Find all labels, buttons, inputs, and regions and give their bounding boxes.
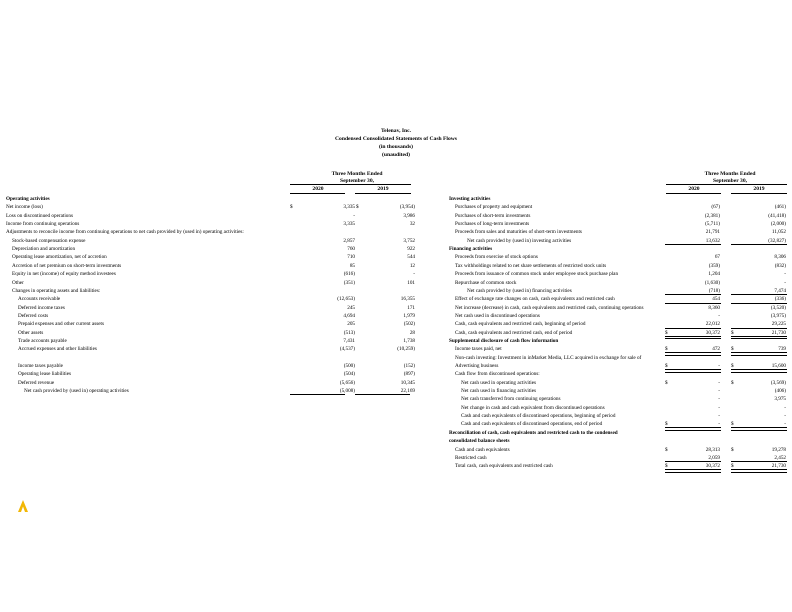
section-heading <box>449 245 789 253</box>
value-2020: (504) <box>343 371 355 378</box>
value-2020: 245 <box>347 304 355 311</box>
table-row <box>6 312 414 320</box>
table-row <box>449 212 789 220</box>
value-2020: 2,857 <box>343 237 355 244</box>
row-label: Proceeds from exercise of stock options <box>455 254 538 261</box>
right-year-2019: 2019 <box>753 186 765 192</box>
table-row <box>449 262 789 270</box>
value-2020: (5,656) <box>339 379 355 386</box>
company-name: Telenav, Inc. <box>380 128 412 134</box>
value-2020: - <box>718 421 720 428</box>
row-label: Financing activities <box>449 246 493 253</box>
left-header-rule <box>290 184 411 185</box>
row-label: Equity in net (income) of equity method investees <box>12 271 116 278</box>
value-2019: (3,520) <box>770 304 786 311</box>
value-2019: 28 <box>409 329 415 336</box>
right-year-2020: 2020 <box>688 186 700 192</box>
value-2020: 454 <box>712 296 720 303</box>
row-label: Deferred costs <box>18 312 49 319</box>
value-2019: 10,345 <box>400 379 415 386</box>
row-label: Cash and cash equivalents of discontinued operations, end of period <box>461 421 603 428</box>
row-label: Other <box>12 279 24 286</box>
value-2020: 205 <box>347 321 355 328</box>
currency-symbol-2020: $ <box>665 329 668 336</box>
company-logo-icon <box>18 500 28 512</box>
table-row <box>6 345 414 353</box>
total-rule-2020 <box>290 394 345 395</box>
value-2019: 101 <box>407 279 415 286</box>
table-row <box>6 203 414 211</box>
currency-symbol-2019: $ <box>731 379 734 386</box>
value-2019: 29,225 <box>771 321 786 328</box>
value-2020: 85 <box>349 262 355 269</box>
table-row <box>449 287 789 295</box>
row-label: Stock-based compensation expense <box>12 237 86 244</box>
value-2020: - <box>718 312 720 319</box>
section-heading <box>449 437 789 445</box>
currency-symbol-2019: $ <box>731 446 734 453</box>
row-label: Tax withholdings related to net share settlements of restricted stock units <box>455 262 607 269</box>
value-2019: 3,752 <box>403 237 415 244</box>
row-label: Income taxes paid, net <box>455 346 502 353</box>
table-row <box>6 354 414 362</box>
table-row <box>449 329 789 337</box>
row-label: Restricted cash <box>455 454 487 461</box>
row-label: Income taxes payable <box>18 363 63 369</box>
value-2019: - <box>413 271 415 278</box>
value-2019: (897) <box>403 371 415 378</box>
currency-symbol-2020: $ <box>665 346 668 353</box>
row-label: Cash and cash equivalents of discontinued operations, beginning of period <box>461 413 616 420</box>
row-label: Changes in operating assets and liabilities: <box>12 287 101 294</box>
value-2019: 11,052 <box>771 229 786 236</box>
total-rule-2019 <box>355 394 410 395</box>
table-row <box>6 270 414 278</box>
value-2019: (406) <box>774 388 786 395</box>
value-2019: 12 <box>409 262 415 269</box>
value-2019: - <box>784 413 786 420</box>
value-2020: 2,059 <box>708 454 720 461</box>
value-2019: 8,306 <box>774 254 786 261</box>
row-label: Net cash used in discontinued operations <box>455 312 540 319</box>
right-year1-rule <box>666 193 721 194</box>
table-row <box>449 228 789 236</box>
value-2019: 922 <box>407 246 415 253</box>
row-label: Net cash provided by (used in) operating activities <box>24 388 129 395</box>
section-heading <box>449 337 789 345</box>
value-2020: (718) <box>708 287 720 294</box>
table-row <box>449 387 789 395</box>
value-2019: 16,355 <box>400 296 415 303</box>
row-label: Operating lease amortization, net of accretion <box>12 254 107 261</box>
row-label: Cash, cash equivalents and restricted cash, end of period <box>455 329 573 336</box>
left-year-2020: 2020 <box>312 186 324 192</box>
table-row <box>6 329 414 337</box>
value-2020: 30,372 <box>705 463 720 470</box>
value-2019: 21,730 <box>771 463 786 470</box>
row-label: Total cash, cash equivalents and restricted cash <box>455 463 553 470</box>
table-row <box>6 253 414 261</box>
right-period-line2: September 30, <box>712 177 748 184</box>
row-label: Cash and cash equivalents <box>455 446 510 453</box>
total-rule-2020 <box>665 469 721 473</box>
value-2019: (3,569) <box>770 379 786 386</box>
value-2019: - <box>784 279 786 286</box>
table-row <box>449 454 789 462</box>
table-row <box>6 387 414 395</box>
currency-symbol-2019: $ <box>731 421 734 428</box>
section-heading <box>449 195 789 203</box>
row-label: Other assets <box>18 329 44 336</box>
value-2019: 15,600 <box>771 363 786 369</box>
row-label: Deferred income taxes <box>18 304 65 311</box>
table-row <box>6 212 414 220</box>
table-row <box>449 354 789 362</box>
right-period-header <box>670 171 790 184</box>
table-row <box>449 345 789 353</box>
row-label: Non-cash investing: Investment in inMarket Media, LLC acquired in exchange for sale of <box>455 354 642 361</box>
table-row <box>6 279 414 287</box>
row-label: Accounts receivable <box>18 296 61 303</box>
row-label: Purchases of short-term investments <box>455 212 531 219</box>
row-label: Deferred revenue <box>18 379 55 386</box>
value-2020: - <box>718 363 720 369</box>
table-row <box>6 362 414 370</box>
currency-symbol-2020: $ <box>665 379 668 386</box>
currency-symbol-2020: $ <box>665 446 668 453</box>
value-2019: (2,000) <box>770 221 786 228</box>
value-2020: 3,335 <box>343 204 355 211</box>
table-row <box>6 245 414 253</box>
table-row <box>6 228 414 236</box>
table-row <box>6 320 414 328</box>
table-row <box>6 287 414 295</box>
value-2019: - <box>784 404 786 411</box>
value-2020: 760 <box>347 246 355 253</box>
table-row <box>6 304 414 312</box>
row-label: Effect of exchange rate changes on cash, cash equivalents and restricted cash <box>455 296 615 303</box>
row-label: Net change in cash and cash equivalent from discontinued operations <box>461 404 605 411</box>
left-period-line2: September 30, <box>339 177 375 184</box>
value-2019: (10,259) <box>397 346 415 353</box>
table-row <box>449 270 789 278</box>
value-2020: 4,694 <box>343 312 355 319</box>
table-row <box>449 404 789 412</box>
row-label: Net cash transferred from continuing operations <box>461 396 561 403</box>
row-label: Proceeds from sales and maturities of short-term investments <box>455 229 582 236</box>
table-row <box>449 462 789 470</box>
audit-note: (unaudited) <box>382 152 410 158</box>
row-label: Cash flow from discontinued operations: <box>455 371 540 378</box>
value-2019: 739 <box>778 346 786 353</box>
row-label: Net cash used in financing activities <box>461 388 537 395</box>
value-2019: 21,730 <box>771 329 786 336</box>
currency-symbol-2020: $ <box>665 421 668 428</box>
row-label: Operating activities <box>6 196 50 202</box>
row-label: Operating lease liabilities <box>18 371 72 378</box>
row-label: Cash, cash equivalents and restricted cash, beginning of period <box>455 321 586 328</box>
value-2019: (461) <box>774 204 786 211</box>
row-label: Income from continuing operations <box>6 221 80 228</box>
table-row <box>449 370 789 378</box>
value-2020: 7,431 <box>343 337 355 344</box>
value-2020: - <box>718 379 720 386</box>
value-2019: 1,979 <box>403 312 415 319</box>
statement-title: Condensed Consolidated Statements of Cash Flows <box>335 136 457 142</box>
value-2019: (41,418) <box>768 212 786 219</box>
value-2020: - <box>353 212 355 219</box>
value-2020: (359) <box>708 262 720 269</box>
currency-symbol-2020: $ <box>290 204 293 211</box>
currency-symbol-2020: $ <box>665 463 668 470</box>
row-label: Repurchase of common stock <box>455 279 517 286</box>
value-2019: 3,975 <box>774 396 786 403</box>
value-2020: 21,791 <box>705 229 720 236</box>
table-row <box>449 295 789 303</box>
right-period-line1: Three Months Ended <box>704 171 756 177</box>
value-2020: 13,632 <box>705 237 720 244</box>
row-label: Investing activities <box>449 196 491 202</box>
value-2019: (32,827) <box>768 237 786 244</box>
value-2020: - <box>718 413 720 420</box>
row-label: Purchases of property and equipment <box>455 204 533 211</box>
value-2020: - <box>718 388 720 395</box>
table-row <box>449 420 789 428</box>
value-2020: (4,537) <box>339 346 355 353</box>
value-2020: 8,360 <box>708 304 720 311</box>
value-2019: (336) <box>774 296 786 303</box>
value-2020: (616) <box>343 271 355 278</box>
table-row <box>449 412 789 420</box>
value-2020: 710 <box>347 254 355 261</box>
left-period-header <box>297 171 417 184</box>
row-label: Adjustments to reconcile income from continuing operations to net cash provided by (used in) operating activities: <box>6 229 244 236</box>
row-label: Supplemental disclosure of cash flow information <box>449 337 559 344</box>
value-2019: 32 <box>409 221 415 228</box>
section-heading <box>449 429 789 437</box>
row-label: Net income (loss) <box>6 204 43 211</box>
value-2020: 22,012 <box>705 321 720 328</box>
units-note: (in thousands) <box>378 144 414 150</box>
row-label: Net cash provided by (used in) investing activities <box>467 237 572 244</box>
value-2020: 3,335 <box>343 221 355 228</box>
table-row <box>449 312 789 320</box>
value-2019: (3,954) <box>399 204 415 211</box>
value-2020: (12,653) <box>337 296 355 303</box>
value-2020: - <box>718 404 720 411</box>
value-2020: (2,381) <box>704 212 720 219</box>
value-2020: (351) <box>343 279 355 286</box>
table-row <box>6 370 414 378</box>
currency-symbol-2019: $ <box>731 463 734 470</box>
table-row <box>6 237 414 245</box>
value-2020: 67 <box>714 254 720 261</box>
value-2019: 3,986 <box>403 212 415 219</box>
value-2019: 2,452 <box>774 454 786 461</box>
value-2020: (5,711) <box>705 221 720 228</box>
section-heading <box>6 195 414 203</box>
row-label: Loss on discontinued operations <box>6 212 73 219</box>
row-label: Prepaid expenses and other current assets <box>18 321 104 328</box>
value-2019: (3,975) <box>770 312 786 319</box>
right-year2-rule <box>731 193 787 194</box>
table-row <box>449 220 789 228</box>
left-year1-rule <box>290 193 345 194</box>
table-row <box>449 379 789 387</box>
currency-symbol-2019: $ <box>356 204 359 211</box>
row-label: Accretion of net premium on short-term investments <box>12 262 122 269</box>
value-2019: 1,738 <box>403 337 415 344</box>
table-row <box>449 237 789 245</box>
value-2020: (67) <box>711 204 720 211</box>
currency-symbol-2019: $ <box>731 346 734 353</box>
value-2020: 1,204 <box>708 271 720 278</box>
table-row <box>449 362 789 370</box>
value-2020: (5,008) <box>339 388 355 395</box>
left-year2-rule <box>355 193 411 194</box>
row-label: Accrued expenses and other liabilities <box>18 346 97 353</box>
table-row <box>449 279 789 287</box>
row-label: Proceeds from issuance of common stock under employee stock purchase plan <box>455 271 619 278</box>
value-2020: (513) <box>343 329 355 336</box>
value-2019: 7,474 <box>774 287 786 294</box>
table-row <box>449 203 789 211</box>
value-2020: 472 <box>712 346 720 353</box>
value-2020: 28,313 <box>705 446 720 453</box>
currency-symbol-2019: $ <box>731 363 734 369</box>
value-2019: 544 <box>407 254 415 261</box>
row-label: Advertising business <box>455 363 499 369</box>
row-label: Reconciliation of cash, cash equivalents and restricted cash to the condensed <box>449 429 618 436</box>
row-label: Purchases of long-term investments <box>455 221 530 228</box>
table-row <box>6 379 414 387</box>
left-year-2019: 2019 <box>377 186 389 192</box>
value-2019: 22,169 <box>400 388 415 395</box>
row-label: Net cash provided by (used in) financing activities <box>467 287 572 294</box>
left-period-line1: Three Months Ended <box>331 171 383 177</box>
value-2019: - <box>784 421 786 428</box>
value-2019: (502) <box>403 321 415 328</box>
total-rule-2019 <box>731 469 787 473</box>
value-2020: (500) <box>343 363 355 369</box>
value-2019: (152) <box>403 363 415 369</box>
table-row <box>449 320 789 328</box>
row-label: Depreciation and amortization <box>12 246 76 253</box>
row-label: Net increase (decrease) in cash, cash equivalents and restricted cash, continuing operations <box>455 304 644 311</box>
value-2019: - <box>784 271 786 278</box>
table-row <box>6 262 414 270</box>
value-2020: (1,630) <box>704 279 720 286</box>
value-2020: - <box>718 396 720 403</box>
row-label: Net cash used in operating activities <box>461 379 537 386</box>
table-row <box>6 295 414 303</box>
value-2019: 171 <box>407 304 415 311</box>
value-2019: 19,278 <box>771 446 786 453</box>
value-2020: 30,372 <box>705 329 720 336</box>
table-row <box>449 253 789 261</box>
table-row <box>449 446 789 454</box>
right-header-rule <box>666 184 787 185</box>
table-row <box>449 395 789 403</box>
currency-symbol-2019: $ <box>731 329 734 336</box>
table-row <box>6 220 414 228</box>
table-row <box>6 337 414 345</box>
value-2019: (832) <box>774 262 786 269</box>
currency-symbol-2020: $ <box>665 363 668 369</box>
table-row <box>449 304 789 312</box>
row-label: consolidated balance sheets <box>449 438 510 445</box>
row-label: Trade accounts payable <box>18 337 67 344</box>
